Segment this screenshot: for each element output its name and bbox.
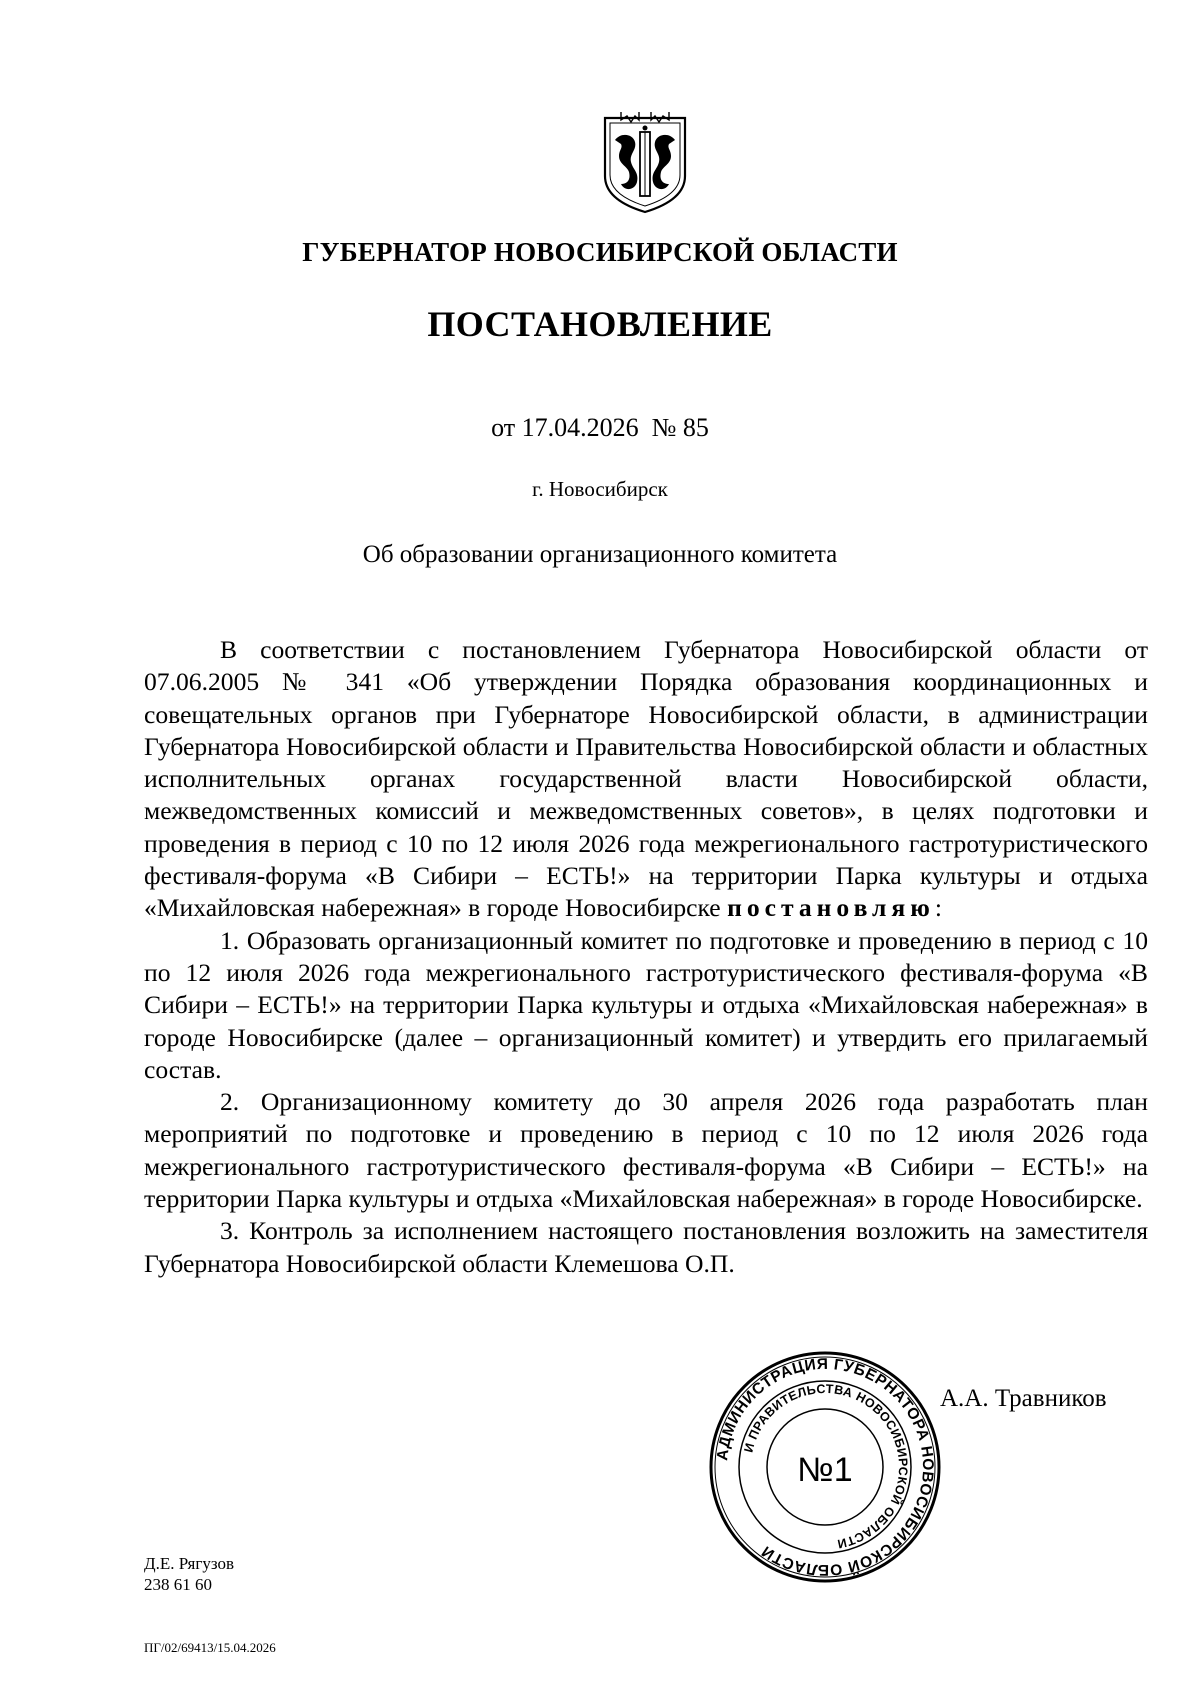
stamp-inner-text: И ПРАВИТЕЛЬСТВА НОВОСИБИРСКОЙ ОБЛАСТИ xyxy=(741,1381,911,1551)
document-type-title: ПОСТАНОВЛЕНИЕ xyxy=(427,304,773,344)
organization-title: ГУБЕРНАТОР НОВОСИБИРСКОЙ ОБЛАСТИ xyxy=(302,237,898,267)
item-paragraph-1: 1. Образовать организационный комитет по подготовке и проведению в период с 10 по 12 июля 2026 года межрегионального гастротуристического фестиваля-форума «В Сибири – ЕСТЬ!» на территории Парка культуры и отдыха «Михайловская набережная» в городе Новосибирске (далее – организационный комитет) и утвердить его прилагаемый состав. xyxy=(144,925,1148,1084)
item-paragraph-3: 3. Контроль за исполнением настоящего постановления возложить на заместителя Губернатора Новосибирской области Клемешова О.П. xyxy=(144,1216,1148,1278)
coat-of-arms-icon xyxy=(601,110,689,215)
document-body xyxy=(144,634,1148,1280)
official-stamp xyxy=(707,1349,943,1585)
resolve-word: постановляю xyxy=(727,893,935,923)
stamp-number: №1 xyxy=(797,1451,853,1489)
registration-number: ПГ/02/69413/15.04.2026 xyxy=(144,1640,276,1655)
preamble-paragraph xyxy=(144,634,1148,925)
executor-name: Д.Е. Рягузов xyxy=(144,1554,234,1573)
item-paragraph-2: 2. Организационному комитету до 30 апреля 2026 года разработать план мероприятий по подготовке и проведению в период с 10 по 12 июля 2026 года межрегионального гастротуристического фестиваля-форума «В Сибири – ЕСТЬ!» на территории Парка культуры и отдыха «Михайловская набережная» в городе Новосибирске. xyxy=(144,1087,1148,1214)
stamp-outer-text: АДМИНИСТРАЦИЯ ГУБЕРНАТОРА НОВОСИБИРСКОЙ ОБЛАСТИ xyxy=(714,1355,937,1579)
document-subject: Об образовании организационного комитета xyxy=(362,541,838,568)
signer-name: А.А. Травников xyxy=(940,1385,1107,1412)
executor-phone: 238 61 60 xyxy=(144,1575,212,1594)
preamble-text: В соответствии с постановлением Губернатора Новосибирской области от 07.06.2005 № 341 «Об утверждении Порядка образования координационных и совещательных органов при Губернаторе Новосибирской области, в администрации Губернатора Новосибирской области и Правительства Новосибирской области и областных исполнительных органах государственной власти Новосибирской области, межведомственных комиссий и межведомственных советов», в целях подготовки и проведения в период с 10 по 12 июля 2026 года межрегионального гастротуристического фестиваля-форума «В Сибири – ЕСТЬ!» на территории Парка культуры и отдыха «Михайловская набережная» в городе Новосибирске xyxy=(144,635,1148,923)
document-date-number: от 17.04.2026 № 85 xyxy=(491,413,709,442)
executor-block xyxy=(144,1553,234,1595)
resolve-colon: : xyxy=(934,893,942,923)
document-city: г. Новосибирск xyxy=(532,477,668,501)
